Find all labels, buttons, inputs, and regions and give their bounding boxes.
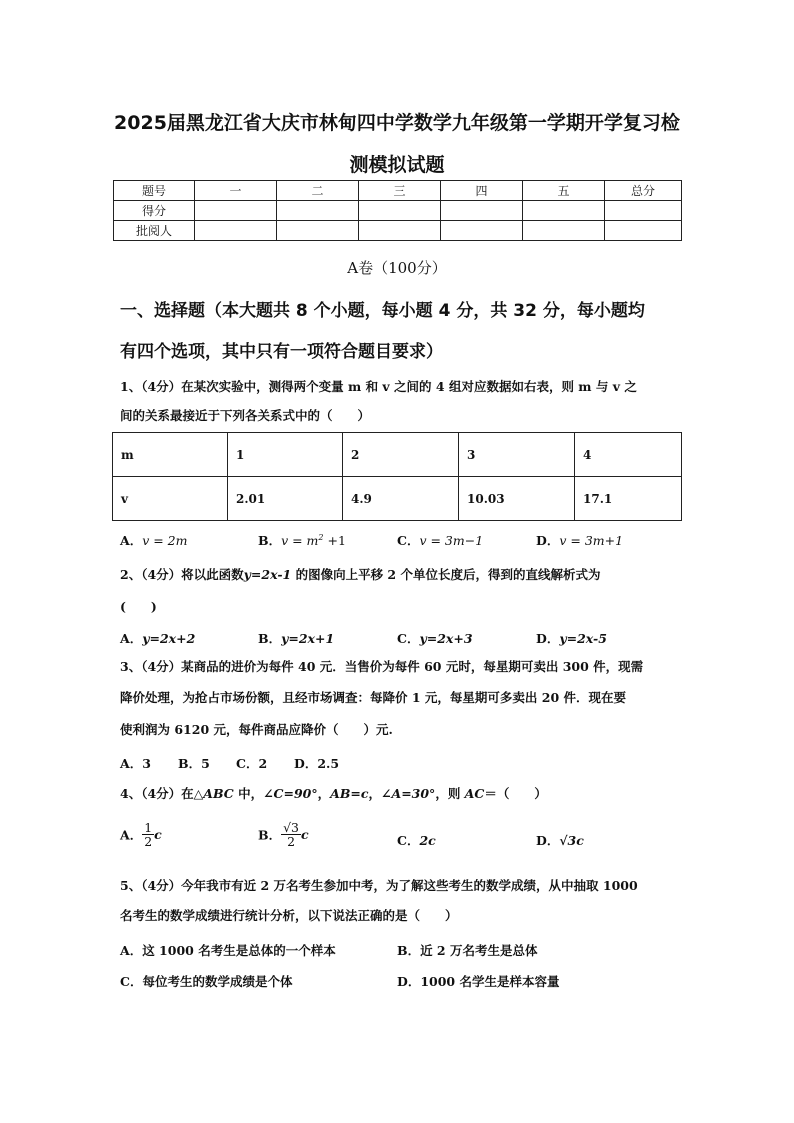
q4-text-separator: ， bbox=[368, 786, 382, 801]
q2-text-line2: ( ) bbox=[120, 599, 157, 614]
q5-option-d[interactable]: D．1000 名学生是样本容量 bbox=[397, 974, 560, 989]
data-cell: 3 bbox=[459, 433, 575, 477]
score-table-row bbox=[114, 201, 682, 221]
q1-data-row bbox=[113, 433, 682, 477]
option-expression: y=2x+1 bbox=[281, 631, 335, 646]
q3-option-a[interactable]: A．3 bbox=[120, 756, 151, 771]
q4-text-separator: ， bbox=[317, 786, 331, 801]
q5-option-b[interactable]: B．近 2 万名考生是总体 bbox=[397, 943, 538, 958]
q5-text-line1: 5、（4分）今年我市有近 2 万名考生参加中考，为了解这些考生的数学成绩，从中抽取 1000 bbox=[120, 878, 638, 893]
volume-title: A卷（100分） bbox=[347, 259, 447, 277]
q4-text-separator: 中， bbox=[233, 786, 264, 801]
score-cell bbox=[523, 201, 605, 221]
q4-option-a[interactable] bbox=[120, 821, 162, 848]
score-cell bbox=[441, 201, 523, 221]
q1-option-d[interactable] bbox=[536, 531, 623, 549]
score-header-cell: 三 bbox=[359, 181, 441, 201]
option-expression: v = 3m+1 bbox=[559, 533, 624, 548]
q4-triangle: △ABC bbox=[193, 786, 234, 801]
score-cell bbox=[195, 201, 277, 221]
option-label: C． bbox=[397, 533, 420, 548]
option-label: B． bbox=[258, 827, 282, 843]
fraction-numerator: √3 bbox=[283, 820, 299, 835]
data-cell: 17.1 bbox=[575, 477, 682, 521]
score-cell bbox=[605, 201, 682, 221]
score-table-row bbox=[114, 221, 682, 241]
q3-text-line2: 降价处理，为抢占市场份额，且经市场调查：每降价 1 元，每星期可多卖出 20 件．现在要 bbox=[120, 690, 627, 705]
option-label: D． bbox=[536, 533, 560, 548]
option-label: A． bbox=[120, 827, 143, 843]
q1-data-table bbox=[112, 432, 682, 521]
q1-text-line1: 1、（4分）在某次实验中，测得两个变量 m 和 v 之间的 4 组对应数据如右表，则 m 与 v 之 bbox=[120, 379, 637, 394]
fraction-denominator: 2 bbox=[144, 834, 153, 849]
option-label: A． bbox=[120, 631, 143, 646]
q1-data-row bbox=[113, 477, 682, 521]
q3-option-d[interactable]: D．2.5 bbox=[294, 756, 340, 771]
q2-function-expression: y=2x-1 bbox=[243, 567, 292, 582]
score-cell bbox=[523, 221, 605, 241]
score-row-label: 得分 bbox=[114, 201, 195, 221]
q4-option-d[interactable] bbox=[536, 831, 584, 849]
option-expression: y=2x+3 bbox=[419, 631, 473, 646]
option-expression: y=2x+2 bbox=[142, 631, 196, 646]
page-title-line1: 2025届黑龙江省大庆市林甸四中学数学九年级第一学期开学复习检 bbox=[114, 112, 680, 134]
q4-text bbox=[120, 786, 547, 801]
q3-option-b[interactable]: B．5 bbox=[178, 756, 210, 771]
q5-text-line2: 名考生的数学成绩进行统计分析，以下说法正确的是（ ） bbox=[120, 908, 458, 923]
fraction bbox=[142, 821, 154, 848]
option-exponent: 2 bbox=[318, 532, 324, 542]
option-label: B． bbox=[258, 533, 282, 548]
option-label: B． bbox=[258, 631, 282, 646]
score-cell bbox=[277, 201, 359, 221]
option-variable: c bbox=[301, 827, 309, 842]
option-expression bbox=[281, 533, 346, 548]
q3-text-line1: 3、（4分）某商品的进价为每件 40 元．当售价为每件 60 元时，每星期可卖出 300 件，现需 bbox=[120, 659, 644, 674]
fraction-denominator: 2 bbox=[287, 834, 296, 849]
score-header-cell: 四 bbox=[441, 181, 523, 201]
q4-side-ab: AB=c bbox=[330, 786, 369, 801]
q5-option-a[interactable]: A．这 1000 名考生是总体的一个样本 bbox=[120, 943, 336, 958]
fraction-numerator: 1 bbox=[144, 820, 153, 835]
score-row-label: 批阅人 bbox=[114, 221, 195, 241]
q2-option-b[interactable] bbox=[258, 629, 334, 647]
q4-text-separator: ，则 bbox=[435, 786, 465, 801]
q1-option-c[interactable] bbox=[397, 531, 483, 549]
q4-text-suffix: ＝（ ） bbox=[484, 786, 547, 801]
score-cell bbox=[359, 221, 441, 241]
q4-angle-a: ∠A=30° bbox=[381, 786, 436, 801]
data-cell: v bbox=[113, 477, 228, 521]
score-cell bbox=[277, 221, 359, 241]
q4-option-b[interactable] bbox=[258, 821, 309, 848]
score-table-header-row bbox=[114, 181, 682, 201]
q2-text-suffix: 的图像向上平移 2 个单位长度后，得到的直线解析式为 bbox=[291, 567, 601, 582]
score-table bbox=[113, 180, 682, 241]
option-expression: y=2x-5 bbox=[559, 631, 607, 646]
option-label: C． bbox=[397, 631, 420, 646]
page-title-line2: 测模拟试题 bbox=[349, 154, 445, 176]
score-cell bbox=[195, 221, 277, 241]
option-expression-base: v = m bbox=[281, 533, 319, 548]
option-label: D． bbox=[536, 631, 560, 646]
q4-side-ac: AC bbox=[464, 786, 485, 801]
option-label: A． bbox=[120, 533, 143, 548]
data-cell: 10.03 bbox=[459, 477, 575, 521]
score-header-cell: 总分 bbox=[605, 181, 682, 201]
q3-option-c[interactable]: C．2 bbox=[236, 756, 268, 771]
q2-text-prefix: 2、（4分）将以此函数 bbox=[120, 567, 244, 582]
q3-text-line3: 使利润为 6120 元，每件商品应降价（ ）元. bbox=[120, 722, 393, 737]
section-heading-line1: 一、选择题（本大题共 8 个小题，每小题 4 分，共 32 分，每小题均 bbox=[120, 301, 645, 321]
score-cell bbox=[441, 221, 523, 241]
data-cell: m bbox=[113, 433, 228, 477]
q4-text-prefix: 4、（4分）在 bbox=[120, 786, 194, 801]
option-variable: c bbox=[154, 827, 162, 842]
option-label: D． bbox=[536, 833, 560, 848]
q1-option-b[interactable] bbox=[258, 531, 346, 549]
q2-option-a[interactable] bbox=[120, 629, 195, 647]
q2-option-c[interactable] bbox=[397, 629, 473, 647]
score-cell bbox=[359, 201, 441, 221]
q5-option-c[interactable]: C．每位考生的数学成绩是个体 bbox=[120, 974, 293, 989]
option-expression: 2c bbox=[419, 833, 436, 848]
data-cell: 4 bbox=[575, 433, 682, 477]
option-label: C． bbox=[397, 833, 420, 848]
option-expression-tail: +1 bbox=[323, 533, 346, 548]
data-cell: 4.9 bbox=[343, 477, 459, 521]
fraction bbox=[281, 821, 301, 848]
data-cell: 2 bbox=[343, 433, 459, 477]
score-header-cell: 题号 bbox=[114, 181, 195, 201]
q4-option-c[interactable] bbox=[397, 831, 436, 849]
q2-option-d[interactable] bbox=[536, 629, 607, 647]
q4-angle-c: ∠C=90° bbox=[263, 786, 318, 801]
q2-text-line1 bbox=[120, 567, 600, 582]
q1-text-line2: 间的关系最接近于下列各关系式中的（ ） bbox=[120, 408, 371, 423]
q1-option-a[interactable] bbox=[120, 531, 188, 549]
score-header-cell: 一 bbox=[195, 181, 277, 201]
option-expression: v = 3m−1 bbox=[419, 533, 484, 548]
data-cell: 2.01 bbox=[228, 477, 343, 521]
section-heading-line2: 有四个选项，其中只有一项符合题目要求） bbox=[120, 342, 443, 362]
data-cell: 1 bbox=[228, 433, 343, 477]
option-expression: √3c bbox=[559, 833, 584, 848]
score-header-cell: 五 bbox=[523, 181, 605, 201]
score-header-cell: 二 bbox=[277, 181, 359, 201]
score-cell bbox=[605, 221, 682, 241]
option-expression: v = 2m bbox=[142, 533, 188, 548]
